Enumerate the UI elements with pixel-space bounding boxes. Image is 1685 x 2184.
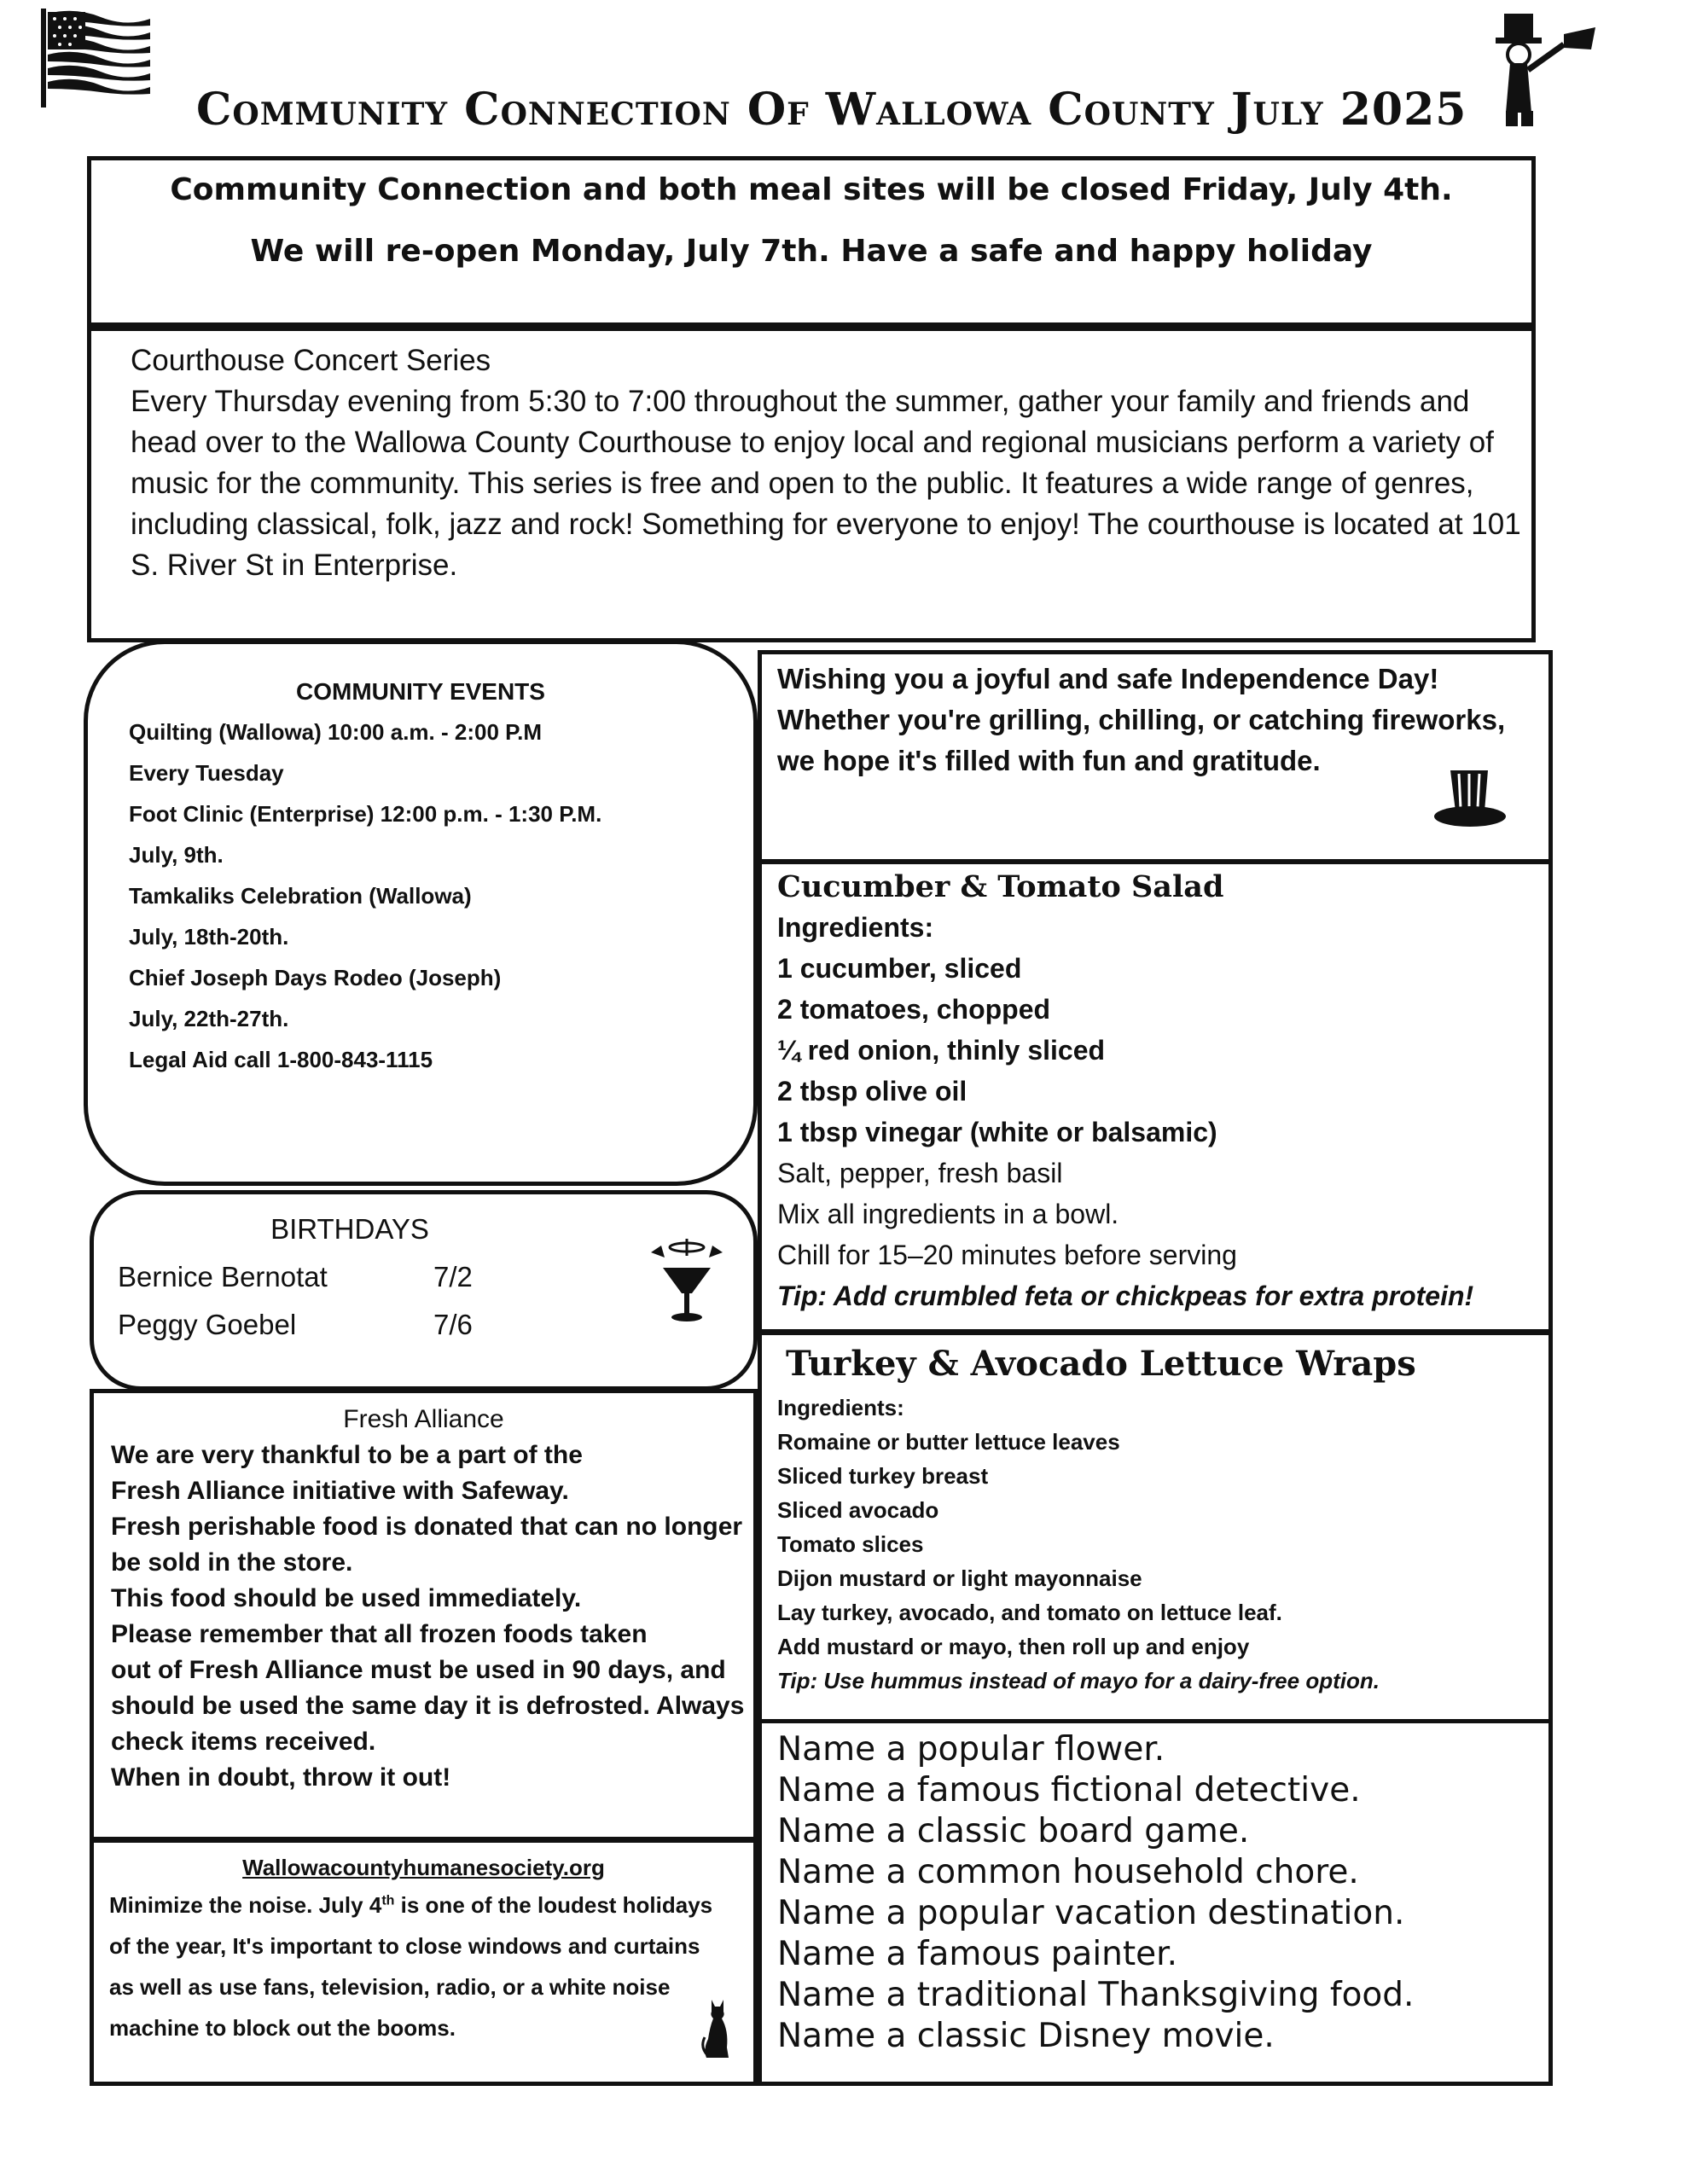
- event-line: Legal Aid call 1-800-843-1115: [129, 1047, 433, 1072]
- events-title: COMMUNITY EVENTS: [296, 678, 545, 705]
- humane-line: of the year, It's important to close windows and curtains: [109, 1933, 700, 1959]
- trivia-item: Name a classic board game.: [777, 1812, 1250, 1850]
- wraps-line: Romaine or butter lettuce leaves: [777, 1429, 1120, 1455]
- humane-line: machine to block out the booms.: [109, 2015, 456, 2041]
- closure-notice: [87, 156, 1536, 327]
- salad-line: 2 tbsp olive oil: [777, 1076, 967, 1107]
- fresh-line: should be used the same day it is defrosted. Always: [111, 1692, 745, 1720]
- salad-tip: Tip: Add crumbled feta or chickpeas for extra protein!: [777, 1281, 1474, 1311]
- fresh-alliance-section: [90, 1389, 758, 1841]
- concert-title: Courthouse Concert Series: [131, 344, 491, 377]
- birthday-name: Peggy Goebel: [118, 1309, 297, 1340]
- top-hat-icon: [1432, 764, 1508, 832]
- trivia-item: Name a famous painter.: [777, 1935, 1178, 1973]
- wraps-line: Ingredients:: [777, 1395, 904, 1420]
- trivia-item: Name a traditional Thanksgiving food.: [777, 1976, 1415, 2014]
- salad-line: Ingredients:: [777, 912, 934, 943]
- salad-line: Mix all ingredients in a bowl.: [777, 1199, 1119, 1229]
- wraps-line: Tomato slices: [777, 1531, 924, 1557]
- cat-icon: [700, 1996, 734, 2060]
- trivia-questions: [758, 1719, 1553, 2086]
- flag-icon: [41, 7, 152, 107]
- wish-line: we hope it's filled with fun and gratitude.: [777, 745, 1321, 776]
- concert-line: head over to the Wallowa County Courthouse to enjoy local and regional musicians perform a variety of: [131, 426, 1494, 459]
- humane-sup: th: [381, 1893, 395, 1908]
- fresh-line: We are very thankful to be a part of the: [111, 1441, 583, 1469]
- fresh-line: check items received.: [111, 1728, 376, 1756]
- closure-line-2: We will re-open Monday, July 7th. Have a safe and happy holiday: [250, 234, 1373, 269]
- humane-line-text: Minimize the noise. July 4: [109, 1892, 382, 1918]
- salad-line: 1 cucumber, sliced: [777, 953, 1022, 984]
- humane-link[interactable]: Wallowacountyhumanesociety.org: [242, 1855, 605, 1880]
- fresh-line: Fresh perishable food is donated that can no longer: [111, 1513, 743, 1541]
- trivia-item: Name a famous fictional detective.: [777, 1771, 1361, 1809]
- event-line: July, 18th-20th.: [129, 924, 289, 950]
- trivia-item: Name a common household chore.: [777, 1853, 1359, 1891]
- salad-line: 2 tomatoes, chopped: [777, 994, 1051, 1025]
- trivia-item: Name a classic Disney movie.: [777, 2017, 1275, 2055]
- fresh-line: out of Fresh Alliance must be used in 90 days, and: [111, 1656, 726, 1684]
- uncle-sam-icon: [1472, 10, 1600, 130]
- fresh-line: be sold in the store.: [111, 1548, 353, 1577]
- concert-line: music for the community. This series is free and open to the public. It features a wide range of genres,: [131, 467, 1474, 500]
- humane-line: as well as use fans, television, radio, or a white noise: [109, 1974, 671, 2000]
- birthdays-section: [90, 1190, 758, 1391]
- fresh-title: Fresh Alliance: [343, 1405, 504, 1433]
- fresh-line: Fresh Alliance initiative with Safeway.: [111, 1477, 569, 1505]
- fresh-line: Please remember that all frozen foods taken: [111, 1620, 648, 1648]
- trivia-item: Name a popular vacation destination.: [777, 1894, 1405, 1932]
- trivia-item: Name a popular flower.: [777, 1730, 1165, 1769]
- concert-line: Every Thursday evening from 5:30 to 7:00 throughout the summer, gather your family and friends and: [131, 385, 1470, 418]
- event-line: Tamkaliks Celebration (Wallowa): [129, 883, 472, 909]
- salad-line: 1 tbsp vinegar (white or balsamic): [777, 1117, 1217, 1147]
- goblet-icon: [644, 1237, 729, 1331]
- wish-line: Whether you're grilling, chilling, or catching fireworks,: [777, 704, 1506, 735]
- concert-series-section: [87, 327, 1536, 642]
- event-line: Every Tuesday: [129, 760, 284, 786]
- concert-line: including classical, folk, jazz and rock! Something for everyone to enjoy! The courthouse is located at 101: [131, 508, 1521, 541]
- humane-line: [109, 1892, 712, 1919]
- salad-line: Salt, pepper, fresh basil: [777, 1158, 1063, 1188]
- wish-line: Wishing you a joyful and safe Independence Day!: [777, 663, 1439, 694]
- concert-line: S. River St in Enterprise.: [131, 549, 458, 582]
- birthday-date: 7/6: [433, 1309, 473, 1340]
- salad-line: ¼ red onion, thinly sliced: [777, 1035, 1106, 1066]
- independence-day-wish: [758, 650, 1553, 863]
- event-line: Chief Joseph Days Rodeo (Joseph): [129, 965, 502, 990]
- cucumber-salad-recipe: [758, 860, 1553, 1333]
- event-line: July, 9th.: [129, 842, 224, 868]
- wraps-line: Lay turkey, avocado, and tomato on lettuce leaf.: [777, 1600, 1282, 1625]
- humane-society-section: [90, 1838, 758, 2086]
- birthday-name: Bernice Bernotat: [118, 1261, 328, 1292]
- wraps-tip: Tip: Use hummus instead of mayo for a dairy-free option.: [777, 1668, 1380, 1693]
- event-line: Foot Clinic (Enterprise) 12:00 p.m. - 1:30 P.M.: [129, 801, 602, 827]
- salad-title: Cucumber & Tomato Salad: [777, 869, 1224, 904]
- turkey-wraps-recipe: [758, 1331, 1553, 1723]
- wraps-title: Turkey & Avocado Lettuce Wraps: [786, 1344, 1416, 1384]
- birthday-date: 7/2: [433, 1261, 473, 1292]
- closure-line-1: Community Connection and both meal sites will be closed Friday, July 4th.: [170, 172, 1453, 207]
- wraps-line: Sliced avocado: [777, 1497, 939, 1523]
- page-title: Community Connection Of Wallowa County July 2025: [196, 84, 1467, 136]
- birthdays-title: BIRTHDAYS: [270, 1213, 429, 1245]
- salad-line: Chill for 15–20 minutes before serving: [777, 1240, 1237, 1270]
- wraps-line: Dijon mustard or light mayonnaise: [777, 1565, 1142, 1591]
- event-line: Quilting (Wallowa) 10:00 a.m. - 2:00 P.M: [129, 719, 542, 745]
- humane-line-text: is one of the loudest holidays: [394, 1892, 713, 1918]
- fresh-line: This food should be used immediately.: [111, 1584, 582, 1612]
- fresh-line: When in doubt, throw it out!: [111, 1763, 451, 1792]
- community-events-section: [84, 640, 758, 1186]
- event-line: July, 22th-27th.: [129, 1006, 289, 1031]
- wraps-line: Add mustard or mayo, then roll up and enjoy: [777, 1634, 1250, 1659]
- wraps-line: Sliced turkey breast: [777, 1463, 989, 1489]
